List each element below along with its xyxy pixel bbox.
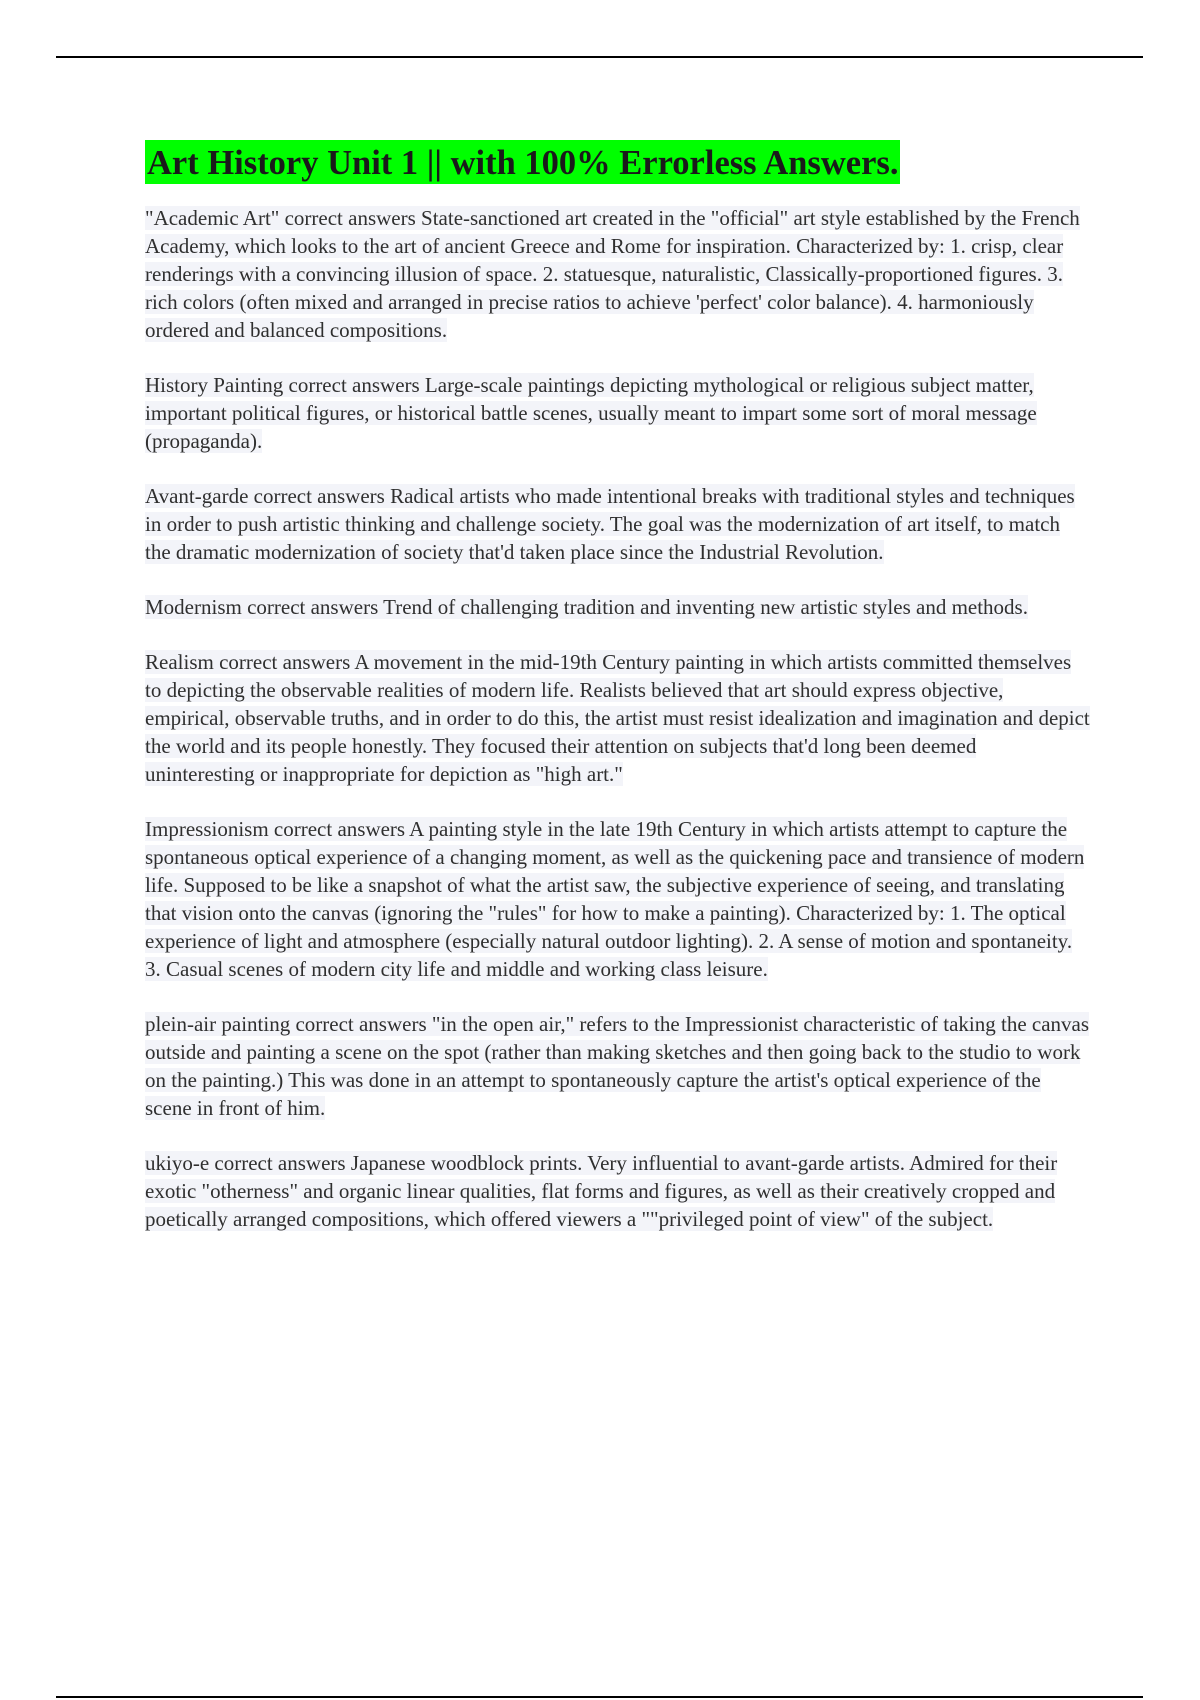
entry-text: "Academic Art" correct answers State-sanctioned art created in the "official" art style established by the French Academy, which looks to the art of ancient Greece and Rome for inspiration. Characterized by: 1. crisp, clear renderings with a convincing illusion of space. 2. statuesque, naturalistic, Classically-proportioned figures. 3. rich colors (often mixed and arranged in precise ratios to achieve 'perfect' color balance). 4. harmoniously ordered and balanced compositions. — [145, 206, 1080, 342]
entry-realism — [145, 648, 1090, 788]
entry-text: ukiyo-e correct answers Japanese woodblock prints. Very influential to avant-garde artists. Admired for their exotic "otherness" and organic linear qualities, flat forms and figures, as well as their creatively cropped and poetically arranged compositions, which offered viewers a ""privileged point of view" of the subject. — [145, 1151, 1058, 1231]
entry-history-painting — [145, 371, 1090, 455]
entry-avant-garde — [145, 482, 1090, 566]
entry-plein-air-painting — [145, 1010, 1090, 1122]
entry-academic-art — [145, 204, 1090, 344]
entry-impressionism — [145, 815, 1090, 983]
entry-text: Realism correct answers A movement in the mid-19th Century painting in which artists committed themselves to depicting the observable realities of modern life. Realists believed that art should express objective, empirical, observable truths, and in order to do this, the artist must resist idealization and imagination and depict the world and its people honestly. They focused their attention on subjects that'd long been deemed uninteresting or inappropriate for depiction as "high art." — [145, 650, 1090, 786]
bottom-rule — [56, 1696, 1143, 1698]
top-rule — [56, 56, 1143, 58]
entry-ukiyo-e — [145, 1149, 1090, 1233]
entry-text: Modernism correct answers Trend of challenging tradition and inventing new artistic styles and methods. — [145, 595, 1028, 619]
entry-text: Avant-garde correct answers Radical artists who made intentional breaks with traditional styles and techniques in order to push artistic thinking and challenge society. The goal was the modernization of art itself, to match the dramatic modernization of society that'd taken place since the Industrial Revolution. — [145, 484, 1075, 564]
entry-modernism — [145, 593, 1090, 621]
document-title: Art History Unit 1 || with 100% Errorless Answers. — [145, 140, 900, 184]
entry-text: plein-air painting correct answers "in the open air," refers to the Impressionist characteristic of taking the canvas outside and painting a scene on the spot (rather than making sketches and then going back to the studio to work on the painting.) This was done in an attempt to spontaneously capture the artist's optical experience of the scene in front of him. — [145, 1012, 1090, 1120]
entry-text: Impressionism correct answers A painting style in the late 19th Century in which artists attempt to capture the spontaneous optical experience of a changing moment, as well as the quickening pace and transience of modern life. Supposed to be like a snapshot of what the artist saw, the subjective experience of seeing, and translating that vision onto the canvas (ignoring the "rules" for how to make a painting). Characterized by: 1. The optical experience of light and atmosphere (especially natural outdoor lighting). 2. A sense of motion and spontaneity. 3. Casual scenes of modern city life and middle and working class leisure. — [145, 817, 1085, 981]
document-body — [145, 140, 1090, 1260]
entry-text: History Painting correct answers Large-scale paintings depicting mythological or religious subject matter, important political figures, or historical battle scenes, usually meant to impart some sort of moral message (propaganda). — [145, 373, 1037, 453]
